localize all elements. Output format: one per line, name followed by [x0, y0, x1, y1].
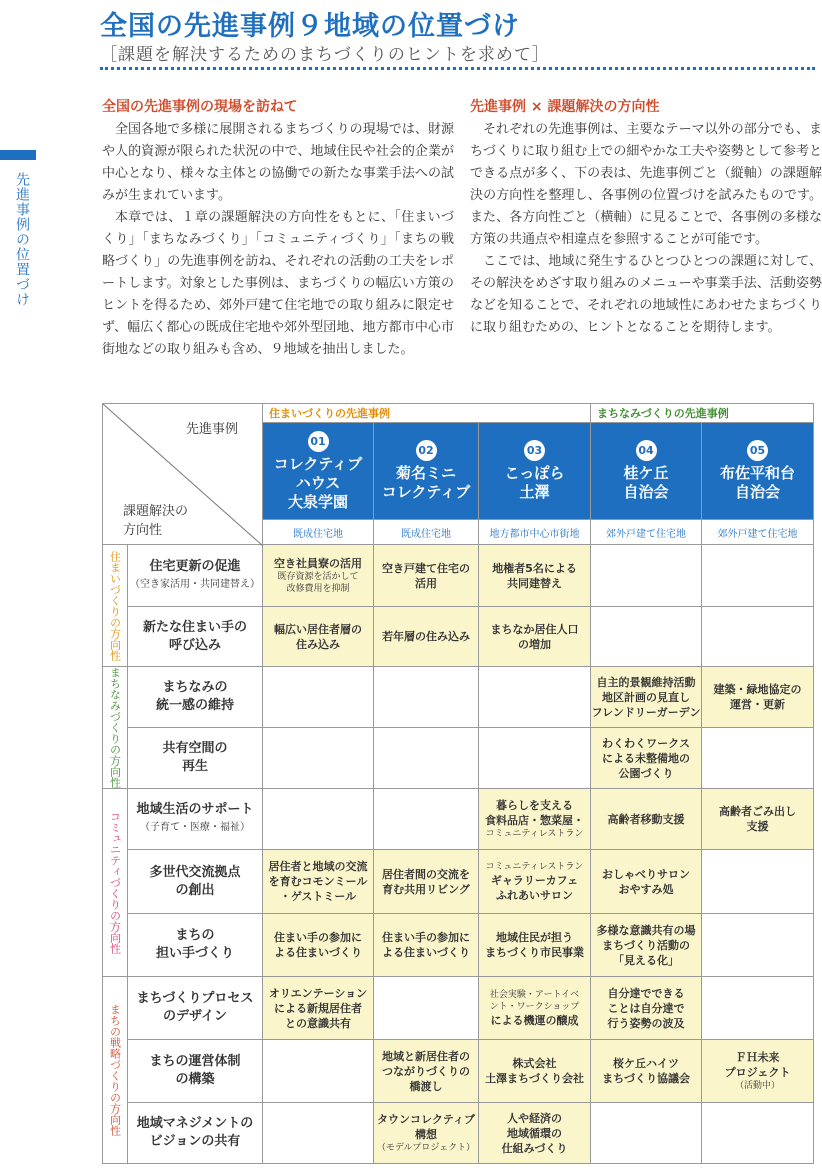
- group-label-senryaku: まちの戦略づくりの方向性: [103, 977, 128, 1164]
- cell-r8-c3: 社会実験・アートイベ ント・ワークショップ による機運の醸成: [479, 977, 591, 1040]
- cell-r9-c5: ＦＨ未来 プロジェクト （活動中）: [702, 1040, 814, 1103]
- cell-r2-c3: まちなか居住人口 の増加: [479, 607, 591, 667]
- cell-r10-c2: タウンコレクティブ 構想 （モデルプロジェクト）: [374, 1103, 479, 1164]
- row-label-new-residents: 新たな住まい手の 呼び込み: [128, 607, 263, 667]
- cell-r6-c2: 居住者間の交流を 育む共用リビング: [374, 850, 479, 914]
- case-header-04: 04 桂ケ丘 自治会: [591, 423, 702, 520]
- row-label-process-design: まちづくりプロセス のデザイン: [128, 977, 263, 1040]
- table-corner-header: [103, 404, 263, 545]
- cell-r3-c2: [374, 667, 479, 728]
- right-text-column: [470, 97, 822, 339]
- left-heading: 全国の先進事例の現場を訪ねて: [102, 99, 298, 115]
- row-label-townscape: まちなみの 統一感の維持: [128, 667, 263, 728]
- cell-r9-c2: 地域と新居住者の つながりづくりの 橋渡し: [374, 1040, 479, 1103]
- cell-r1-c4: [591, 545, 702, 607]
- cell-r8-c4: 自分達でできる ことは自分達で 行う姿勢の波及: [591, 977, 702, 1040]
- category-machinami-cases: まちなみづくりの先進事例: [591, 404, 814, 423]
- cell-r7-c3: 地域住民が担う まちづくり市民事業: [479, 914, 591, 977]
- right-heading: 先進事例 × 課題解決の方向性: [470, 99, 660, 115]
- case-type-05: 郊外戸建て住宅地: [702, 520, 814, 545]
- cell-r8-c2: [374, 977, 479, 1040]
- row-label-leaders: まちの 担い手づくり: [128, 914, 263, 977]
- cell-r5-c5: 高齢者ごみ出し 支援: [702, 789, 814, 850]
- case-header-03: 03 こっぽら 土澤: [479, 423, 591, 520]
- dotted-divider: [100, 67, 815, 70]
- case-header-05: 05 布佐平和台 自治会: [702, 423, 814, 520]
- case-type-03: 地方都市中心市街地: [479, 520, 591, 545]
- cell-r9-c4: 桜ケ丘ハイツ まちづくり協議会: [591, 1040, 702, 1103]
- cell-r2-c4: [591, 607, 702, 667]
- row-label-life-support: 地域生活のサポート （子育て・医療・福祉）: [128, 789, 263, 850]
- cell-r6-c1: 居住者と地域の交流 を育むコモンミール ・ゲストミール: [263, 850, 374, 914]
- cell-r9-c1: [263, 1040, 374, 1103]
- cell-r3-c5: 建築・緑地協定の 運営・更新: [702, 667, 814, 728]
- cell-r6-c3: コミュニティレストラン ギャラリーカフェ ふれあいサロン: [479, 850, 591, 914]
- side-tab-marker: [0, 150, 36, 160]
- case-type-02: 既成住宅地: [374, 520, 479, 545]
- cell-r9-c3: 株式会社 土澤まちづくり会社: [479, 1040, 591, 1103]
- cell-r6-c5: [702, 850, 814, 914]
- cell-r2-c5: [702, 607, 814, 667]
- left-paragraph-1: 全国各地で多様に展開されるまちづくりの現場では、財源や人的資源が限られた状況の中で、地域住民や社会的企業が中心となり、様々な主体との協働での新たな事業手法への試みが生まれています。: [102, 122, 454, 203]
- case-header-02: 02 菊名ミニ コレクティブ: [374, 423, 479, 520]
- cell-r10-c1: [263, 1103, 374, 1164]
- cell-r3-c1: [263, 667, 374, 728]
- left-paragraph-2: 本章では、１章の課題解決の方向性をもとに、「住まいづくり」「まちなみづくり」「コミュニティづくり」「まちの戦略づくり」の先進事例を訪ね、それぞれの活動の工夫をレポートします。対象とした事例は、まちづくりの幅広い方策のヒントを得るため、郊外戸建て住宅地での取り組みに限定せず、幅広く都心の既成住宅地や郊外型団地、地方都市中心市街地などの取り組みも含め、９地域を抽出しました。: [102, 210, 454, 357]
- cell-r8-c5: [702, 977, 814, 1040]
- cell-r4-c1: [263, 728, 374, 789]
- row-label-shared-space: 共有空間の 再生: [128, 728, 263, 789]
- cell-r2-c2: 若年層の住み込み: [374, 607, 479, 667]
- cell-r5-c4: 高齢者移動支援: [591, 789, 702, 850]
- group-label-sumai: 住まいづくりの方向性: [103, 545, 128, 667]
- cell-r1-c1: 空き社員寮の活用 既存資源を活かして 改修費用を抑制: [263, 545, 374, 607]
- cell-r2-c1: 幅広い居住者層の 住み込み: [263, 607, 374, 667]
- cell-r4-c2: [374, 728, 479, 789]
- group-label-machinami: まちなみづくりの方向性: [103, 667, 128, 789]
- row-label-multigen-hub: 多世代交流拠点 の創出: [128, 850, 263, 914]
- cell-r1-c5: [702, 545, 814, 607]
- cell-r3-c3: [479, 667, 591, 728]
- row-label-vision: 地域マネジメントの ビジョンの共有: [128, 1103, 263, 1164]
- cell-r4-c4: わくわくワークス による未整備地の 公園づくり: [591, 728, 702, 789]
- cell-r7-c1: 住まい手の参加に よる住まいづくり: [263, 914, 374, 977]
- case-matrix-table: [102, 403, 814, 1164]
- cell-r7-c4: 多様な意識共有の場 まちづくり活動の 「見える化」: [591, 914, 702, 977]
- right-paragraph-2: ここでは、地域に発生するひとつひとつの課題に対して、その解決をめざす取り組みのメニューや事業手法、活動姿勢などを知ることで、それぞれの地域性にあわせたまちづくりに取り組むための、ヒントとなることを期待します。: [470, 254, 822, 335]
- cell-r1-c2: 空き戸建て住宅の 活用: [374, 545, 479, 607]
- case-type-04: 郊外戸建て住宅地: [591, 520, 702, 545]
- side-section-label: 先進事例の位置づけ: [14, 172, 30, 307]
- cell-r7-c2: 住まい手の参加に よる住まいづくり: [374, 914, 479, 977]
- cell-r5-c1: [263, 789, 374, 850]
- cell-r10-c5: [702, 1103, 814, 1164]
- cell-r6-c4: おしゃべりサロン おやすみ処: [591, 850, 702, 914]
- left-text-column: [102, 97, 454, 361]
- cell-r4-c5: [702, 728, 814, 789]
- cell-r3-c4: 自主的景観維持活動 地区計画の見直し フレンドリーガーデン: [591, 667, 702, 728]
- cell-r4-c3: [479, 728, 591, 789]
- cell-r10-c3: 人や経済の 地域循環の 仕組みづくり: [479, 1103, 591, 1164]
- corner-label-cases: 先進事例: [185, 422, 238, 437]
- corner-label-direction: 課題解決の 方向性: [123, 504, 189, 538]
- page-title: 全国の先進事例９地域の位置づけ: [100, 11, 520, 42]
- cell-r5-c2: [374, 789, 479, 850]
- cell-r8-c1: オリエンテーション による新規居住者 との意識共有: [263, 977, 374, 1040]
- case-type-01: 既成住宅地: [263, 520, 374, 545]
- case-header-01: 01 コレクティブ ハウス 大泉学園: [263, 423, 374, 520]
- page-subtitle: ［課題を解決するためのまちづくりのヒントを求めて］: [100, 45, 550, 65]
- group-label-community: コミュニティづくりの方向性: [103, 789, 128, 977]
- right-paragraph-1: それぞれの先進事例は、主要なテーマ以外の部分でも、まちづくりに取り組む上での細やかな工夫や姿勢として参考とできる点が多く、下の表は、先進事例ごと（縦軸）の課題解決の方向性を整理し、各事例の位置づけを試みたものです。また、各方向性ごと（横軸）に見ることで、各事例の多様な方策の共通点や相違点を参照することが可能です。: [470, 122, 822, 247]
- cell-r10-c4: [591, 1103, 702, 1164]
- cell-r1-c3: 地権者5名による 共同建替え: [479, 545, 591, 607]
- row-label-operation-system: まちの運営体制 の構築: [128, 1040, 263, 1103]
- cell-r5-c3: 暮らしを支える 食料品店・惣菜屋・ コミュニティレストラン: [479, 789, 591, 850]
- row-label-housing-renewal: 住宅更新の促進 （空き家活用・共同建替え）: [128, 545, 263, 607]
- cell-r7-c5: [702, 914, 814, 977]
- category-sumai-cases: 住まいづくりの先進事例: [263, 404, 591, 423]
